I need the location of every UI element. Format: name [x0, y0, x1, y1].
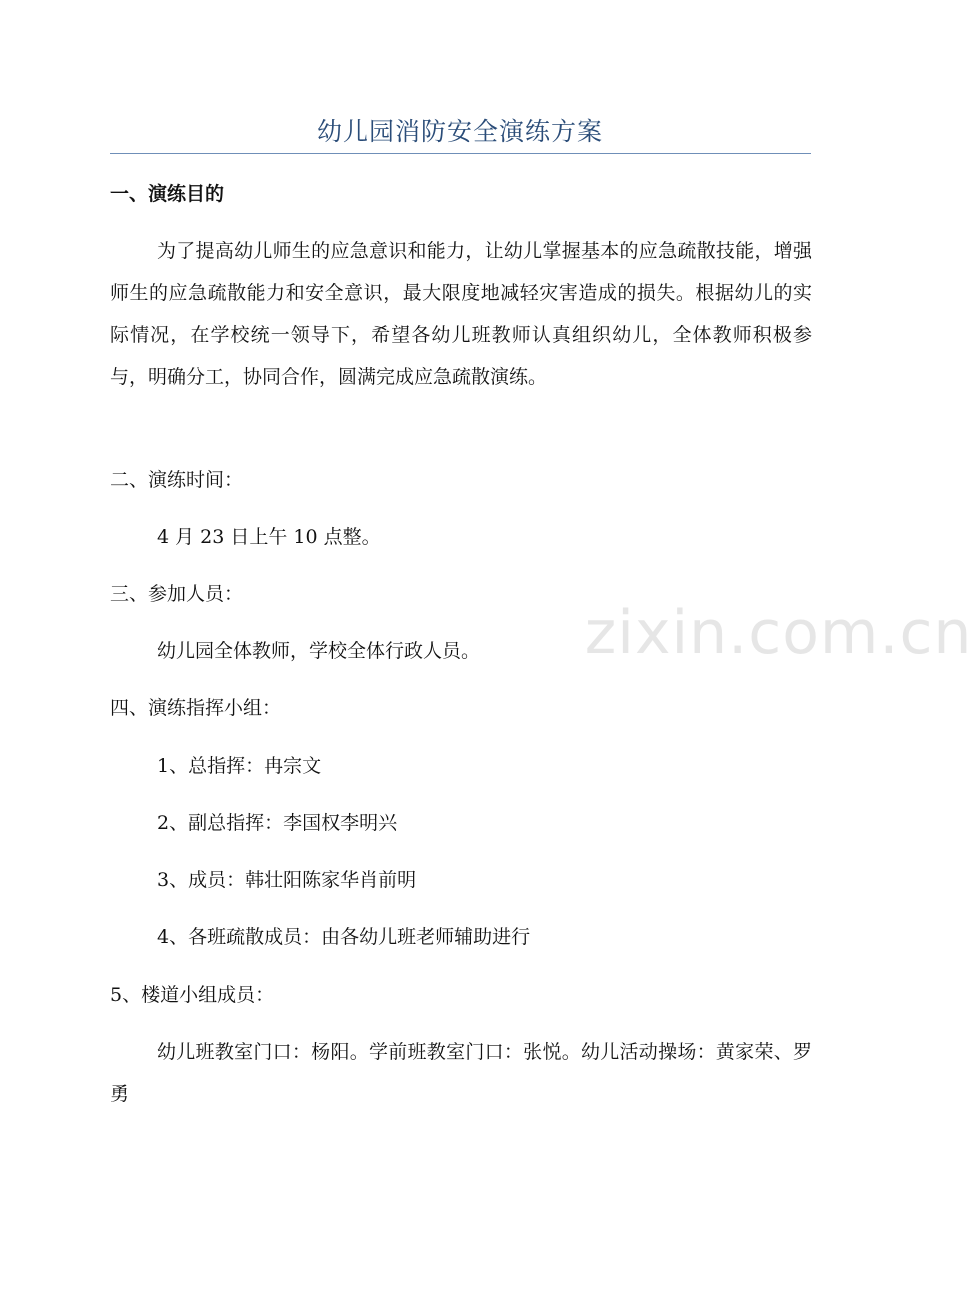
list-item-chief-commander: 1、总指挥：冉宗文	[157, 755, 322, 777]
section-body-purpose: 为了提高幼儿师生的应急意识和能力，让幼儿掌握基本的应急疏散技能，增强师生的应急疏散能力和安全意识，最大限度地减轻灾害造成的损失。根据幼儿的实际情况，在学校统一领导下，希望各幼儿班教师认真组织幼儿，全体教师积极参与，明确分工，协同合作，圆满完成应急疏散演练。	[110, 240, 812, 388]
section-heading-purpose: 一、演练目的	[110, 183, 225, 205]
watermark-text	[420, 598, 972, 668]
document-title: 幼儿园消防安全演练方案	[316, 117, 603, 146]
section-heading-time: 二、演练时间：	[110, 469, 244, 491]
section-heading-corridor-group: 5、楼道小组成员：	[110, 984, 275, 1006]
watermark-visible: zixin.com.cn	[584, 598, 972, 668]
title-underline	[110, 153, 811, 154]
list-item-members: 3、成员：韩壮阳陈家华肖前明	[157, 869, 417, 891]
list-item-class-evacuation: 4、各班疏散成员：由各幼儿班老师辅助进行	[157, 926, 531, 948]
section-body-time: 4 月 23 日上午 10 点整。	[157, 526, 381, 548]
section-body-corridor-group: 幼儿班教室门口：杨阳。学前班教室门口：张悦。幼儿活动操场：黄家荣、罗勇	[110, 1041, 812, 1105]
list-item-deputy-commander: 2、副总指挥：李国权李明兴	[157, 812, 398, 834]
section-body-participants: 幼儿园全体教师，学校全体行政人员。	[157, 640, 481, 662]
section-heading-participants: 三、参加人员：	[110, 583, 244, 605]
section-heading-command-group: 四、演练指挥小组：	[110, 697, 282, 719]
